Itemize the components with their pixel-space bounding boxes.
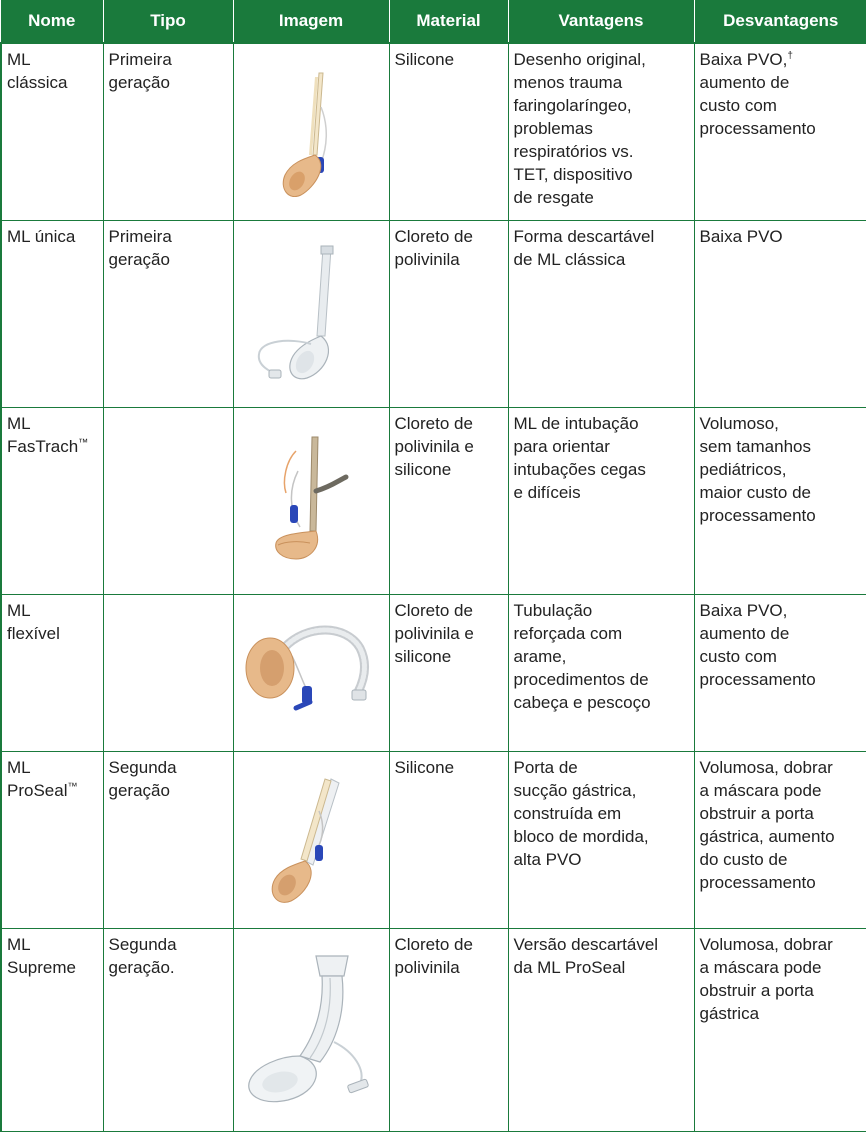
fastrach-lma-icon — [256, 431, 366, 571]
cell-desvantagens: Volumoso, sem tamanhos pediátricos, maior custo de processamento — [694, 408, 866, 595]
cell-imagem — [233, 752, 389, 929]
cell-imagem — [233, 221, 389, 408]
cell-material: Cloreto de polivinila — [389, 929, 508, 1132]
cell-desvantagens: Volumosa, dobrar a máscara pode obstruir a porta gástrica, aumento do custo de processamento — [694, 752, 866, 929]
trademark-mark: ™ — [78, 437, 89, 449]
cell-vantagens: Forma descartável de ML clássica — [508, 221, 694, 408]
cell-imagem — [233, 595, 389, 752]
cell-nome — [1, 752, 103, 929]
cell-vantagens: Porta de sucção gástrica, construída em bloco de mordida, alta PVO — [508, 752, 694, 929]
cell-vantagens: Desenho original, menos trauma faringolaríngeo, problemas respiratórios vs. TET, dispositivo de resgate — [508, 43, 694, 221]
cell-nome: ML única — [1, 221, 103, 408]
cell-vantagens: ML de intubação para orientar intubações cegas e difíceis — [508, 408, 694, 595]
cell-nome: ML Supreme — [1, 929, 103, 1132]
cell-desvantagens: Baixa PVO — [694, 221, 866, 408]
header-vantagens: Vantagens — [508, 0, 694, 43]
cell-imagem — [233, 929, 389, 1132]
table-row — [1, 595, 866, 752]
cell-tipo: Segunda geração — [103, 752, 233, 929]
cell-tipo: Segunda geração. — [103, 929, 233, 1132]
cell-tipo — [103, 595, 233, 752]
desvantagens-text-rest: aumento de custo com processamento — [699, 73, 816, 138]
unique-lma-icon — [251, 244, 371, 384]
cell-vantagens: Versão descartável da ML ProSeal — [508, 929, 694, 1132]
cell-material: Cloreto de polivinila e silicone — [389, 408, 508, 595]
cell-desvantagens — [694, 43, 866, 221]
table-row — [1, 221, 866, 408]
table-row — [1, 929, 866, 1132]
cell-desvantagens: Volumosa, dobrar a máscara pode obstruir a porta gástrica — [694, 929, 866, 1132]
proseal-lma-icon — [261, 775, 361, 905]
header-tipo: Tipo — [103, 0, 233, 43]
cell-tipo — [103, 408, 233, 595]
header-desvantagens: Desvantagens — [694, 0, 866, 43]
header-material: Material — [389, 0, 508, 43]
cell-nome: ML flexível — [1, 595, 103, 752]
cell-nome: ML clássica — [1, 43, 103, 221]
header-nome: Nome — [1, 0, 103, 43]
nome-text: ML ProSeal — [7, 758, 68, 800]
cell-tipo: Primeira geração — [103, 221, 233, 408]
cell-imagem — [233, 408, 389, 595]
desvantagens-text: Baixa PVO, — [699, 50, 788, 69]
cell-material: Cloreto de polivinila — [389, 221, 508, 408]
flexible-lma-icon — [236, 618, 386, 728]
header-row — [1, 0, 866, 43]
cell-tipo: Primeira geração — [103, 43, 233, 221]
cell-nome — [1, 408, 103, 595]
classic-lma-icon — [271, 67, 351, 197]
supreme-lma-icon — [236, 952, 386, 1108]
cell-vantagens: Tubulação reforçada com arame, procedimentos de cabeça e pescoço — [508, 595, 694, 752]
dagger-mark: † — [787, 50, 793, 62]
table-row — [1, 752, 866, 929]
header-imagem: Imagem — [233, 0, 389, 43]
cell-imagem — [233, 43, 389, 221]
cell-desvantagens: Baixa PVO, aumento de custo com processamento — [694, 595, 866, 752]
trademark-mark: ™ — [67, 781, 78, 793]
cell-material: Silicone — [389, 43, 508, 221]
table-row — [1, 43, 866, 221]
cell-material: Cloreto de polivinila e silicone — [389, 595, 508, 752]
table-row — [1, 408, 866, 595]
nome-text: ML FasTrach — [7, 414, 79, 456]
cell-material: Silicone — [389, 752, 508, 929]
